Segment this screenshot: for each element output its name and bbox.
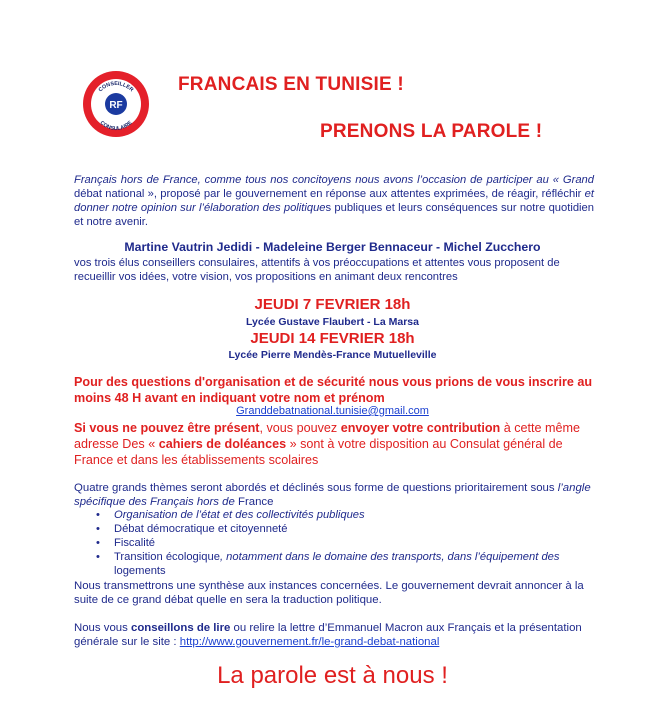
- contribution-plain-2: à cette même adresse Des «: [74, 421, 581, 451]
- themes-intro-plain: Quatre grands thèmes seront abordés et déclinés sous forme de questions prioritairement sous: [74, 482, 558, 494]
- theme-4-end: logements: [114, 565, 166, 577]
- meeting-1-place: Lycée Gustave Flaubert - La Marsa: [246, 316, 419, 328]
- theme-item: [96, 522, 596, 536]
- theme-4-plain: Transition écologique: [114, 551, 220, 563]
- meeting-2-date: JEUDI 14 FEVRIER 18h: [250, 330, 415, 347]
- advice-plain-2: ou relire la lettre d’Emmanuel Macron aux Français et la présentation générale sur le site :: [74, 622, 582, 648]
- contribution-bold-2: envoyer votre contribution: [340, 421, 501, 435]
- theme-2-text: Débat démocratique et citoyenneté: [114, 523, 288, 535]
- advice-plain-1: Nous vous: [74, 622, 131, 634]
- title-line-1: FRANCAIS EN TUNISIE !: [178, 74, 404, 95]
- consular-council-logo: [82, 70, 150, 138]
- theme-item: [96, 550, 596, 578]
- themes-intro-end: France: [238, 496, 274, 508]
- contribution-plain-1: , vous pouvez: [259, 421, 341, 435]
- advice-bold: conseillons de lire: [130, 622, 231, 634]
- logo-initials: RF: [109, 100, 123, 111]
- intro-paragraph: [74, 173, 594, 229]
- title-line-2: PRENONS LA PAROLE !: [320, 121, 543, 142]
- theme-1-text: Organisation de l’état et des collectivités publiques: [114, 509, 365, 521]
- contribution-bold-1: Si vous ne pouvez être présent: [74, 421, 260, 435]
- themes-intro: [74, 481, 594, 509]
- meeting-1-date: JEUDI 7 FEVRIER 18h: [254, 296, 411, 313]
- themes-intro-italic: l’angle spécifique des Français hors de: [74, 482, 591, 508]
- theme-item: [96, 536, 596, 550]
- councillor-names: Martine Vautrin Jedidi - Madeleine Berger Bennaceur - Michel Zucchero: [124, 240, 541, 254]
- themes-list: [96, 508, 596, 578]
- government-site-link[interactable]: http://www.gouvernement.fr/le-grand-debat-national: [179, 636, 440, 648]
- advice-paragraph: [74, 621, 594, 649]
- intro-italic-2: et donner notre opinion sur l’élaboration des politique: [74, 188, 594, 214]
- contribution-plain-3: » sont à votre disposition au Consulat général de France et dans les établissements scolaires: [74, 437, 563, 467]
- intro-plain-1: débat national », proposé par le gouvernement en réponse aux attentes exprimées, de réagir, réfléchir: [74, 188, 585, 200]
- intro-plain-2: s publiques et leurs conséquences sur notre quotidien et notre avenir.: [74, 202, 594, 228]
- theme-3-text: Fiscalité: [114, 537, 156, 549]
- intro-italic-1: Français hors de France, comme tous nos concitoyens nous avons l’occasion de participer au « Grand: [74, 174, 594, 186]
- registration-email-link[interactable]: Granddebatnational.tunisie@gmail.com: [236, 405, 429, 417]
- synthesis-paragraph: Nous transmettrons une synthèse aux instances concernées. Le gouvernement devrait annoncer à la suite de ce grand débat quelle en sera la traduction politique.: [74, 580, 584, 606]
- logo-text-top: CONSEILLER: [97, 80, 135, 94]
- registration-paragraph: [74, 374, 594, 406]
- contribution-paragraph: [74, 420, 594, 468]
- contribution-bold-3: cahiers de doléances: [158, 437, 287, 451]
- theme-4-italic: , notamment dans le domaine des transports, dans l’équipement des: [219, 551, 560, 563]
- theme-item: [96, 508, 596, 522]
- closing-slogan: La parole est à nous !: [217, 662, 448, 689]
- registration-text: Pour des questions d'organisation et de sécurité nous vous prions de vous inscrire au moins 48 H avant en indiquant votre nom et prénom: [74, 375, 593, 405]
- meeting-2-place: Lycée Pierre Mendès-France Mutuelleville: [228, 349, 437, 361]
- logo-text-bottom: CONSULAIRE: [98, 120, 134, 133]
- councillors-paragraph: vos trois élus conseillers consulaires, attentifs à vos préoccupations et attentes vous proposent de recueillir vos idées, votre vision, vos propositions en animant deux rencontres: [74, 257, 560, 283]
